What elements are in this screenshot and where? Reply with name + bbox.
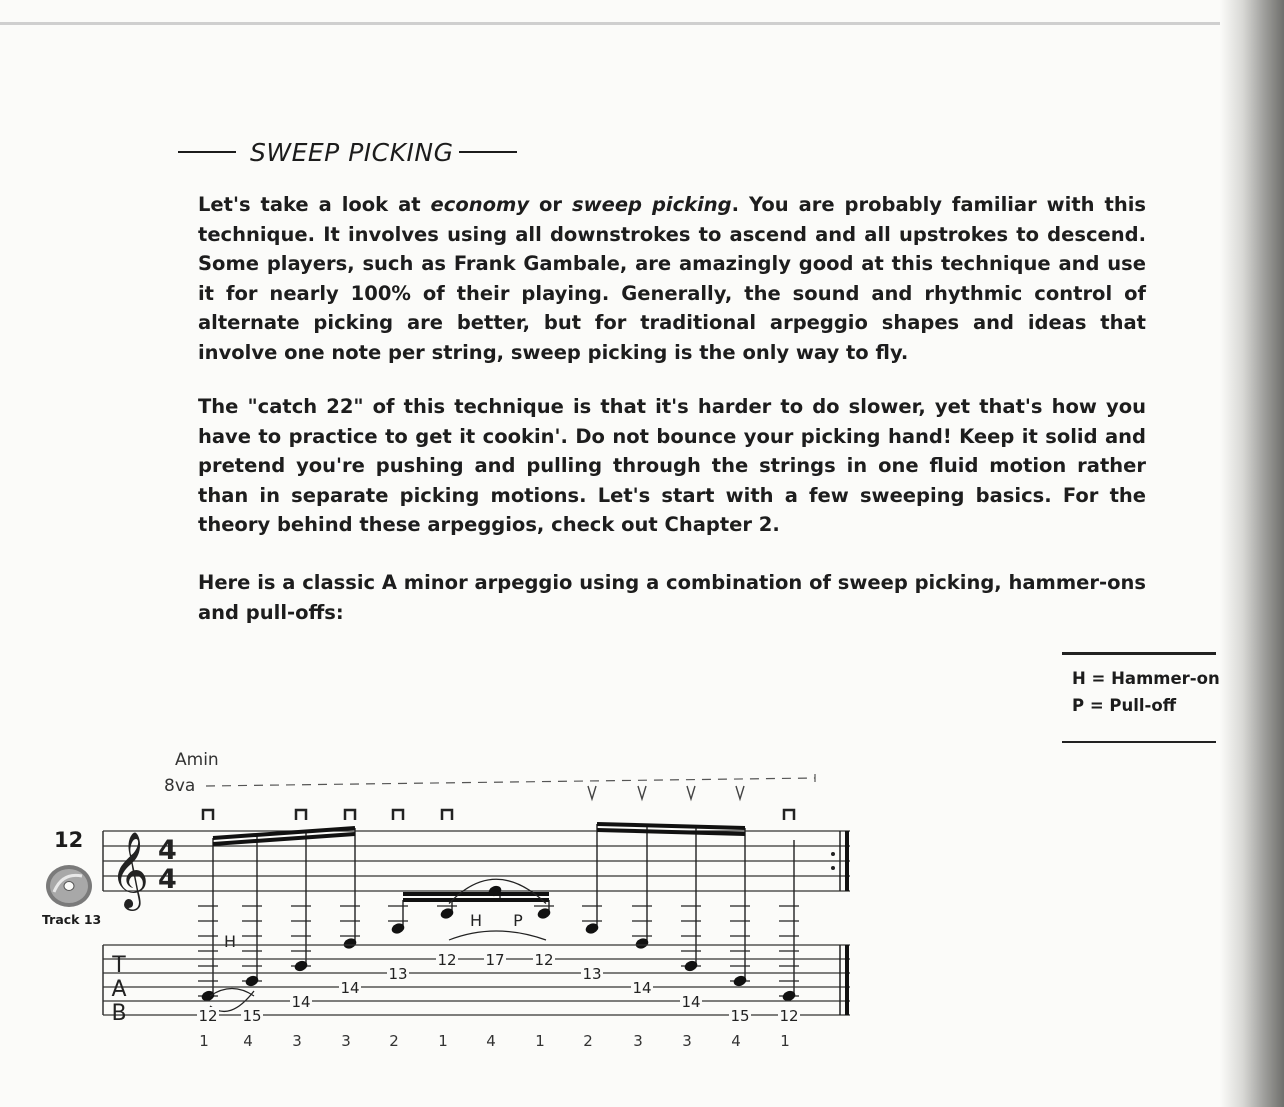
upstroke-icon — [638, 786, 646, 799]
tab-fret-number: 14 — [681, 993, 701, 1011]
fingering-number: 4 — [486, 1032, 496, 1050]
fingering-number: 3 — [633, 1032, 643, 1050]
note-beam — [597, 824, 745, 828]
legend-hammer-on: H = Hammer-on — [1072, 669, 1220, 688]
upstroke-icon — [687, 786, 695, 799]
tab-slur-line — [449, 931, 546, 940]
upstroke-icon — [736, 786, 744, 799]
downstroke-icon — [345, 810, 355, 820]
tab-layer — [197, 931, 800, 1050]
upstroke-icon — [588, 786, 596, 799]
treble-staff — [103, 831, 850, 891]
tab-fret-number: 12 — [534, 951, 554, 969]
tab-fret-number: 15 — [730, 1007, 750, 1025]
term-economy: economy — [430, 193, 530, 216]
paragraph-example-intro: Here is a classic A minor arpeggio using a combination of sweep picking, hammer-ons and pull-offs: — [198, 571, 1146, 624]
tab-fret-number: 13 — [388, 965, 408, 983]
heading-text: SWEEP PICKING — [250, 137, 454, 167]
tab-slur-line — [210, 989, 254, 997]
paragraph-intro-text: . You are probably familiar with this technique. It involves using all downstrokes to ascend and all upstrokes to descend. Some players, such as Frank Gambale, are amazingly good at this technique and use it for nearly 100% of their playing. Generally, the sound and rhythmic control of alternate picking are better, but for traditional arpeggio shapes and ideas that involve one note per string, sweep picking is the only way to fly. — [198, 193, 1147, 364]
fingering-number: 1 — [438, 1032, 448, 1050]
articulation-label: H — [223, 932, 237, 951]
downstroke-icon — [442, 810, 452, 820]
fingering-number: 3 — [682, 1032, 692, 1050]
downstroke-icon — [203, 810, 213, 820]
tab-fret-number: 17 — [485, 951, 505, 969]
downstroke-icon — [784, 810, 794, 820]
fingering-number: 1 — [199, 1032, 209, 1050]
example-number: 12 — [54, 828, 84, 852]
heading-rule-left — [178, 151, 236, 153]
octave-marking: 8va — [164, 776, 196, 796]
articulation-label: P — [513, 911, 523, 930]
downstroke-icon — [393, 810, 403, 820]
octave-dashed-line — [206, 778, 815, 786]
time-signature-bottom: 4 — [158, 864, 177, 895]
tab-fret-number: 13 — [582, 965, 602, 983]
tab-clef-a: A — [111, 977, 127, 1002]
legend-box — [1062, 652, 1220, 743]
chord-name: Amin — [175, 750, 219, 770]
tab-fret-number: 12 — [779, 1007, 799, 1025]
paragraph-practice: The "catch 22" of this technique is that it's harder to do slower, yet that's how you have to practice to get it cookin'. Do not bounce your picking hand! Keep it solid and pretend you're pushing and pulling through the strings in one fluid motion rather than in separate picking motions. Let's start with a few sweeping basics. For the theory behind these arpeggios, check out Chapter 2. — [198, 395, 1146, 536]
notation-example — [0, 740, 1284, 1060]
fingering-number: 1 — [780, 1032, 790, 1050]
fingering-number: 3 — [292, 1032, 302, 1050]
fingering-number: 1 — [535, 1032, 545, 1050]
tab-fret-number: 15 — [242, 1007, 262, 1025]
downstroke-icon — [296, 810, 306, 820]
paragraph-intro — [198, 190, 1146, 367]
fingering-number: 3 — [341, 1032, 351, 1050]
tab-fret-number: 12 — [437, 951, 457, 969]
term-sweep-picking: sweep picking — [571, 193, 732, 216]
page-edge — [0, 22, 1236, 25]
tab-fret-number: 12 — [198, 1007, 218, 1025]
articulation-label: H — [469, 911, 483, 930]
tab-clef-b: B — [111, 1001, 127, 1026]
note-layer — [198, 786, 799, 1011]
paragraph-intro-text: or — [529, 193, 572, 216]
track-label: Track 13 — [42, 912, 102, 927]
tab-fret-number: 14 — [632, 979, 652, 997]
tab-fret-number: 14 — [340, 979, 360, 997]
paragraph-intro-text: Let's take a look at — [198, 193, 431, 216]
tab-clef-t: T — [112, 953, 126, 978]
treble-clef-icon: 𝄞 — [110, 831, 150, 908]
fingering-number: 4 — [243, 1032, 253, 1050]
fingering-number: 4 — [731, 1032, 741, 1050]
fingering-number: 2 — [583, 1032, 593, 1050]
fingering-number: 2 — [389, 1032, 399, 1050]
section-heading — [178, 132, 517, 172]
heading-rule-right — [459, 151, 517, 153]
tab-fret-number: 14 — [291, 993, 311, 1011]
time-signature-top: 4 — [158, 835, 177, 866]
legend-pull-off: P = Pull-off — [1072, 696, 1177, 715]
